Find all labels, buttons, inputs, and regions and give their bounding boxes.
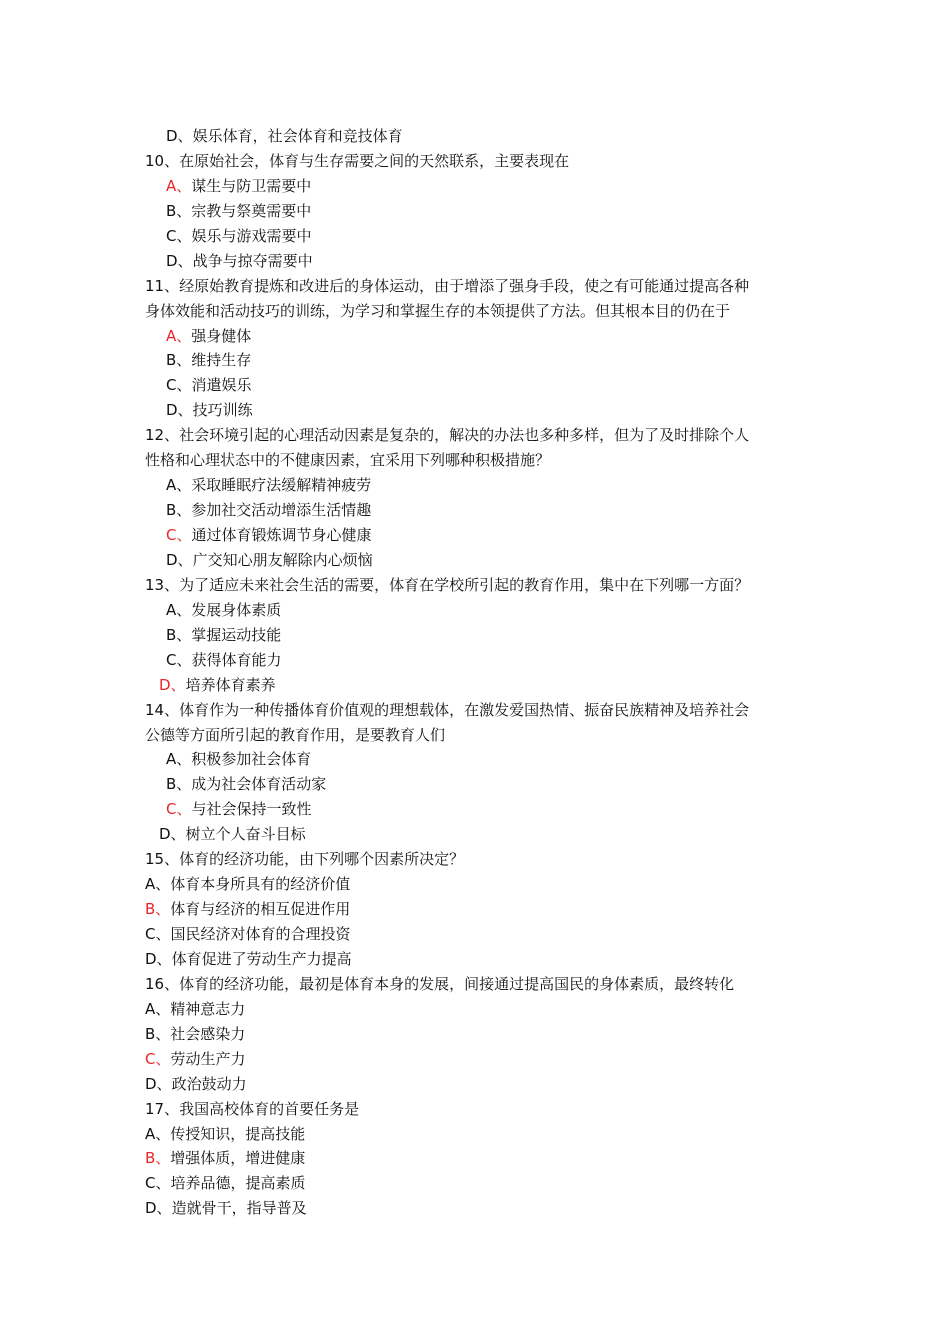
option-label: D、 — [166, 550, 193, 569]
option-label: C、 — [166, 376, 192, 395]
option-label: B、 — [166, 201, 192, 220]
option-text: 发展身体素质 — [191, 600, 282, 619]
option-a — [145, 872, 810, 897]
option-d — [145, 1196, 810, 1221]
answer-label: A、 — [166, 326, 192, 345]
option-text: 造就骨干，指导普及 — [171, 1199, 307, 1218]
option-label: A、 — [166, 476, 192, 495]
option-d-answer — [145, 673, 810, 698]
option-text: 娱乐与游戏需要中 — [191, 226, 312, 245]
option-text: 传授知识，提高技能 — [170, 1124, 306, 1143]
option-label: C、 — [166, 650, 192, 669]
option-label: D、 — [145, 949, 172, 968]
option-d — [145, 947, 810, 972]
option-c — [145, 922, 810, 947]
question-13: 13、为了适应未来社会生活的需要，体育在学校所引起的教育作用，集中在下列哪一方面？ — [145, 575, 750, 594]
answer-label: B、 — [145, 1149, 171, 1168]
option-a — [145, 473, 810, 498]
option-text: 通过体育锻炼调节身心健康 — [191, 526, 372, 544]
question-17: 17、我国高校体育的首要任务是 — [145, 1099, 360, 1118]
answer-label: B、 — [145, 900, 171, 919]
option-text: 国民经济对体育的合理投资 — [170, 925, 351, 943]
option-text: 精神意志力 — [170, 999, 246, 1018]
option-text: 培养体育素养 — [185, 675, 276, 694]
option-a-answer — [145, 174, 810, 199]
option-label: A、 — [166, 600, 192, 619]
option-text: 树立个人奋斗目标 — [185, 825, 306, 844]
option-text: 参加社交活动增添生活情趣 — [191, 501, 372, 520]
answer-label: D、 — [159, 675, 186, 694]
option-label: C、 — [145, 1174, 171, 1193]
option-label: D、 — [166, 401, 193, 420]
option-c-answer — [145, 1047, 810, 1072]
question-11-cont: 身体效能和活动技巧的训练，为学习和掌握生存的本领提供了方法。但其根本目的仍在于 — [145, 301, 731, 320]
option-label: D、 — [145, 1199, 172, 1218]
option-d — [145, 1072, 810, 1097]
option-a-answer — [145, 324, 810, 349]
option-label: C、 — [145, 925, 171, 943]
question-12: 12、社会环境引起的心理活动因素是复杂的，解决的办法也多种多样，但为了及时排除个人 — [145, 426, 750, 445]
option-label: D、 — [166, 127, 193, 145]
option-text: 体育促进了劳动生产力提高 — [171, 949, 352, 968]
option-a — [145, 1122, 810, 1147]
option-b — [145, 772, 810, 797]
option-label: B、 — [166, 351, 192, 370]
option-text: 消遣娱乐 — [191, 376, 252, 395]
option-label: D、 — [145, 1074, 172, 1093]
option-a — [145, 747, 810, 772]
option-text: 增强体质，增进健康 — [170, 1149, 306, 1168]
option-label: B、 — [166, 625, 192, 644]
option-d — [145, 548, 810, 573]
option-text: 谋生与防卫需要中 — [191, 176, 312, 195]
option-label: A、 — [166, 750, 192, 769]
question-14-cont: 公德等方面所引起的教育作用，是要教育人们 — [145, 725, 446, 744]
option-c — [145, 648, 810, 673]
option-b — [145, 348, 810, 373]
option-text: 娱乐体育，社会体育和竞技体育 — [192, 127, 403, 145]
question-15: 15、体育的经济功能，由下列哪个因素所决定？ — [145, 850, 465, 869]
option-text: 政治鼓动力 — [171, 1074, 247, 1093]
document-page — [145, 124, 810, 1221]
option-text: 广交知心朋友解除内心烦恼 — [192, 550, 373, 569]
question-10: 10、在原始社会，体育与生存需要之间的天然联系，主要表现在 — [145, 151, 570, 170]
option-text: 培养品德，提高素质 — [170, 1174, 306, 1193]
option-c-answer — [145, 523, 810, 548]
option-label: A、 — [145, 875, 171, 894]
option-text: 强身健体 — [191, 326, 252, 345]
answer-label: C、 — [145, 1049, 171, 1068]
answer-label: C、 — [166, 800, 192, 819]
option-text: 体育本身所具有的经济价值 — [170, 875, 351, 894]
option-text: 战争与掠夺需要中 — [192, 251, 313, 270]
option-label: C、 — [166, 226, 192, 245]
option-a — [145, 997, 810, 1022]
option-label: D、 — [166, 251, 193, 270]
option-text: 社会感染力 — [170, 1024, 246, 1043]
option-d — [145, 822, 810, 847]
option-c-answer — [145, 797, 810, 822]
option-text: 与社会保持一致性 — [191, 800, 312, 819]
option-b-answer — [145, 1146, 810, 1171]
option-text: 宗教与祭奠需要中 — [191, 201, 312, 220]
question-14: 14、体育作为一种传播体育价值观的理想载体，在激发爱国热情、振奋民族精神及培养社会 — [145, 700, 750, 719]
option-text: 技巧训练 — [192, 401, 253, 420]
option-text: 体育与经济的相互促进作用 — [170, 900, 351, 919]
option-c — [145, 224, 810, 249]
option-c — [145, 373, 810, 398]
option-text: 掌握运动技能 — [191, 625, 282, 644]
option-label: A、 — [145, 1124, 171, 1143]
option-label: A、 — [145, 999, 171, 1018]
option-text: 劳动生产力 — [170, 1049, 246, 1068]
option-text: 采取睡眠疗法缓解精神疲劳 — [191, 476, 372, 495]
option-text: 维持生存 — [191, 351, 252, 370]
option-c — [145, 1171, 810, 1196]
option-label: B、 — [166, 501, 192, 520]
question-16: 16、体育的经济功能，最初是体育本身的发展，间接通过提高国民的身体素质，最终转化 — [145, 974, 735, 993]
question-11: 11、经原始教育提炼和改进后的身体运动，由于增添了强身手段，使之有可能通过提高各种 — [145, 276, 750, 295]
question-12-cont: 性格和心理状态中的不健康因素，宜采用下列哪种积极措施？ — [145, 451, 551, 470]
option-text: 积极参加社会体育 — [191, 750, 312, 769]
answer-label: C、 — [166, 526, 192, 544]
option-label: B、 — [145, 1024, 171, 1043]
option-b — [145, 498, 810, 523]
option-d — [145, 124, 810, 149]
option-label: D、 — [159, 825, 186, 844]
option-b — [145, 623, 810, 648]
option-text: 成为社会体育活动家 — [191, 775, 327, 794]
option-label: B、 — [166, 775, 192, 794]
option-b-answer — [145, 897, 810, 922]
option-d — [145, 249, 810, 274]
answer-label: A、 — [166, 176, 192, 195]
option-b — [145, 1022, 810, 1047]
option-d — [145, 398, 810, 423]
option-a — [145, 598, 810, 623]
option-b — [145, 199, 810, 224]
option-text: 获得体育能力 — [191, 650, 282, 669]
